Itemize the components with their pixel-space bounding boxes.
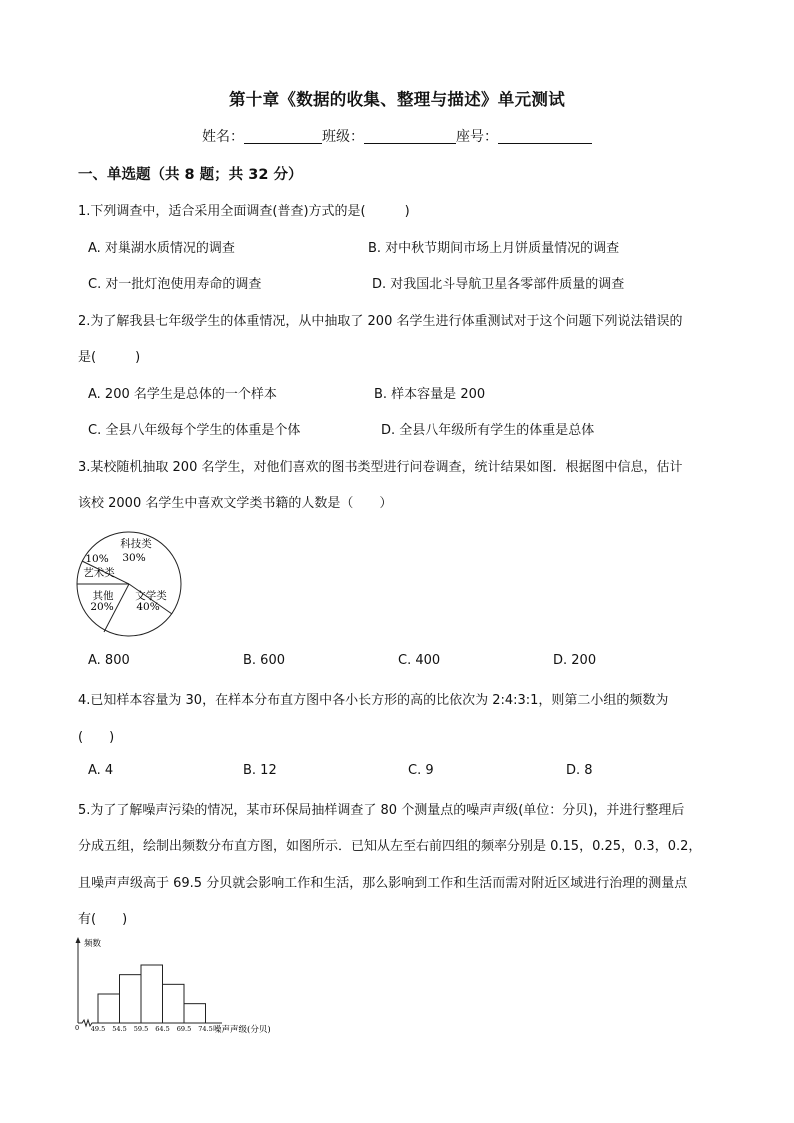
q3-option-a[interactable]: A. 800 bbox=[88, 653, 130, 668]
pie-chart bbox=[74, 528, 186, 638]
q1-option-a[interactable]: A. 对巢湖水质情况的调查 bbox=[88, 241, 235, 256]
pie-value-literature: 40% bbox=[136, 601, 160, 613]
pie-value-art: 10% bbox=[85, 553, 109, 565]
seat-blank[interactable] bbox=[498, 128, 592, 144]
student-info-line bbox=[0, 126, 794, 146]
pie-label-art: 艺术类 bbox=[83, 567, 115, 579]
histogram-bar bbox=[141, 965, 163, 1023]
x-tick-label: 49.5 bbox=[90, 1025, 106, 1033]
question-5-stem-line2: 分成五组，绘制出频数分布直方图，如图所示．已知从左至右前四组的频率分别是 0.15，0.25，0.3，0.2， bbox=[78, 839, 702, 854]
page-title: 第十章《数据的收集、整理与描述》单元测试 bbox=[229, 90, 565, 109]
q4-option-b[interactable]: B. 12 bbox=[243, 763, 277, 778]
question-2-stem-line2: 是( ) bbox=[78, 350, 141, 365]
section-heading: 一、单选题（共 8 题；共 32 分） bbox=[78, 167, 303, 183]
pie-label-other: 其他 bbox=[92, 590, 114, 602]
x-tick-label: 59.5 bbox=[133, 1025, 149, 1033]
class-label: 班级： bbox=[322, 129, 364, 145]
name-label: 姓名： bbox=[202, 129, 244, 145]
q3-option-c[interactable]: C. 400 bbox=[398, 653, 441, 668]
histogram-bar bbox=[163, 984, 185, 1023]
histogram-bar bbox=[98, 994, 120, 1023]
histogram-bar bbox=[120, 975, 142, 1023]
question-5-stem-line4: 有( ) bbox=[78, 912, 128, 927]
pie-label-science: 科技类 bbox=[120, 538, 152, 550]
q4-option-d[interactable]: D. 8 bbox=[566, 763, 593, 778]
question-4-stem-line1: 4.已知样本容量为 30，在样本分布直方图中各小长方形的高的比依次为 2:4:3:1，则第二小组的频数为 bbox=[78, 693, 669, 708]
question-3-stem-line1: 3.某校随机抽取 200 名学生，对他们喜欢的图书类型进行问卷调查，统计结果如图．根据图中信息，估计 bbox=[78, 460, 683, 475]
name-blank[interactable] bbox=[244, 128, 322, 144]
q2-option-d[interactable]: D. 全县八年级所有学生的体重是总体 bbox=[381, 423, 595, 438]
seat-label: 座号： bbox=[456, 129, 498, 145]
noise-histogram bbox=[72, 935, 292, 1035]
q3-option-b[interactable]: B. 600 bbox=[243, 653, 285, 668]
q1-option-b[interactable]: B. 对中秋节期间市场上月饼质量情况的调查 bbox=[368, 241, 620, 256]
y-axis-label: 频数 bbox=[84, 939, 102, 949]
x-axis-label: 噪声声级(分贝) bbox=[213, 1025, 271, 1035]
x-tick-label: 64.5 bbox=[155, 1025, 170, 1033]
x-tick-label: 54.5 bbox=[112, 1025, 127, 1033]
question-2-stem-line1: 2.为了解我县七年级学生的体重情况，从中抽取了 200 名学生进行体重测试对于这个问题下列说法错误的 bbox=[78, 314, 683, 329]
q2-option-b[interactable]: B. 样本容量是 200 bbox=[374, 387, 486, 402]
origin-label: 0 bbox=[75, 1024, 80, 1032]
q4-option-c[interactable]: C. 9 bbox=[408, 763, 434, 778]
y-axis-arrow bbox=[76, 937, 81, 943]
class-blank[interactable] bbox=[364, 128, 456, 144]
histogram-bar bbox=[184, 1004, 206, 1023]
question-4-stem-line2: ( ) bbox=[78, 730, 115, 745]
question-3-stem-line2: 该校 2000 名学生中喜欢文学类书籍的人数是（ ） bbox=[78, 496, 393, 511]
x-tick-label: 74.5 bbox=[198, 1025, 213, 1033]
question-5-stem-line3: 且噪声声级高于 69.5 分贝就会影响工作和生活，那么影响到工作和生活而需对附近区域进行治理的测量点 bbox=[78, 876, 688, 891]
q3-option-d[interactable]: D. 200 bbox=[553, 653, 597, 668]
q1-option-c[interactable]: C. 对一批灯泡使用寿命的调查 bbox=[88, 277, 262, 292]
pie-label-literature: 文学类 bbox=[135, 590, 167, 602]
pie-value-other: 20% bbox=[90, 601, 114, 613]
q1-option-d[interactable]: D. 对我国北斗导航卫星各零部件质量的调查 bbox=[372, 277, 625, 292]
pie-value-science: 30% bbox=[122, 552, 146, 564]
x-tick-label: 69.5 bbox=[176, 1025, 192, 1033]
q4-option-a[interactable]: A. 4 bbox=[88, 763, 114, 778]
q2-option-c[interactable]: C. 全县八年级每个学生的体重是个体 bbox=[88, 423, 301, 438]
question-5-stem-line1: 5.为了了解噪声污染的情况，某市环保局抽样调查了 80 个测量点的噪声声级(单位：分贝)，并进行整理后 bbox=[78, 803, 685, 818]
q2-option-a[interactable]: A. 200 名学生是总体的一个样本 bbox=[88, 387, 277, 402]
question-1-stem: 1.下列调查中，适合采用全面调查(普查)方式的是( ) bbox=[78, 204, 410, 219]
